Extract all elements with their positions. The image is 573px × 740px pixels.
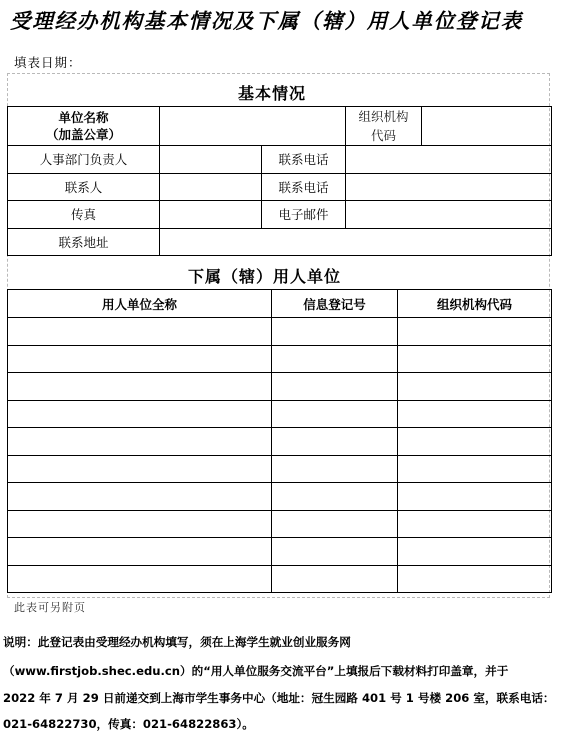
unit-name-field[interactable] [160,107,346,146]
unit-name-label: 单位名称 （加盖公章） [8,107,160,146]
fax-field[interactable] [160,201,262,229]
explanation-line-2: （www.firstjob.shec.edu.cn）的“用人单位服务交流平台”上填报后下载材料打印盖章，并于 [3,664,509,678]
table-row [8,345,552,373]
sub-section-title: 下属（辖）用人单位 [188,267,342,286]
address-field[interactable] [160,228,552,256]
column-header-org-code: 组织机构代码 [398,290,552,318]
contact-label: 联系人 [8,173,160,201]
phone-label-1: 联系电话 [262,146,346,174]
hr-head-label: 人事部门负责人 [8,146,160,174]
org-code-label: 组织机构 代码 [346,107,422,146]
column-header-registration-no: 信息登记号 [272,290,398,318]
column-header-unit-name: 用人单位全称 [8,290,272,318]
hr-head-field[interactable] [160,146,262,174]
explanation-line-3: 2022 年 7 月 29 日前递交到上海市学生事务中心（地址：冠生园路 401 号 1 号楼 206 室，联系电话： [3,691,555,705]
phone-label-2: 联系电话 [262,173,346,201]
email-field[interactable] [346,201,552,229]
basic-info-table [7,106,552,256]
table-row [8,400,552,428]
table-row [8,373,552,401]
form-title: 受理经办机构基本情况及下属（辖）用人单位登记表 [10,9,523,33]
table-row [8,318,552,346]
basic-section-title: 基本情况 [238,84,307,103]
fill-date-label: 填表日期： [14,55,82,70]
contact-field[interactable] [160,173,262,201]
table-row [8,510,552,538]
phone-field-2[interactable] [346,173,552,201]
fax-label: 传真 [8,201,160,229]
phone-field-1[interactable] [346,146,552,174]
subordinate-units-table [7,289,552,593]
email-label: 电子邮件 [262,201,346,229]
explanation-line-4: 021-64822730，传真：021-64822863）。 [3,717,254,731]
address-label: 联系地址 [8,228,160,256]
explanation-line-1: 说明：此登记表由受理经办机构填写，须在上海学生就业创业服务网 [3,635,351,649]
org-code-field[interactable] [422,107,552,146]
table-row [8,428,552,456]
table-row [8,565,552,593]
table-row [8,455,552,483]
extra-pages-note: 此表可另附页 [14,601,86,614]
table-row [8,483,552,511]
table-row [8,538,552,566]
